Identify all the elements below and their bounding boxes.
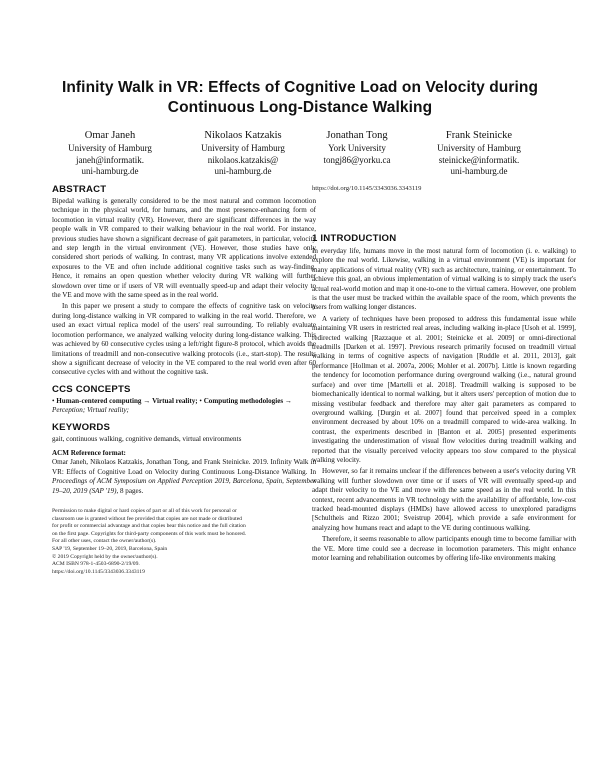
title-line-2: Continuous Long-Distance Walking bbox=[167, 99, 433, 116]
author-name: Jonathan Tong bbox=[326, 130, 388, 141]
abstract-paragraph-2: In this paper we present a study to compare the effects of cognitive task on velocity during long-distance walking in VR compared to walking in the real world. Therefore, we used an exact virtual replica model of the users' real surrounding. To reliably evaluate locomotion performance, we analyzed walking velocity during long-distance walking. This was achieved by 60 consecutive cycles using a left/right figure-8 protocol, which avoids the limitations of treadmill and non-consecutive walking protocols (i.e., start-stop). The results show a significant decrease of velocity in the VE compared to the real world even after 60 consecutive cycles with and without the cognitive task. bbox=[52, 302, 316, 377]
ccs-term-1: Virtual reality bbox=[152, 396, 196, 405]
author-email-domain: uni-hamburg.de bbox=[214, 166, 272, 176]
author-affiliation: University of Hamburg bbox=[68, 143, 152, 153]
ccs-term-2: Perception; Virtual reality; bbox=[52, 406, 129, 415]
ccs-arrow-2: → bbox=[284, 396, 292, 405]
doi-link-top[interactable]: https://doi.org/10.1145/3343036.3343119 bbox=[312, 185, 422, 192]
author-email[interactable]: tongj86@yorku.ca bbox=[323, 154, 391, 165]
acm-reference-authors: Omar Janeh, Nikolaos Katzakis, Jonathan Tong, and Frank Steinicke. 2019. Infinity Walk in VR: Effects of Cognitive Load on Velocity during Continuous Long-Distance Walking. In bbox=[52, 458, 316, 476]
author-block-4 bbox=[419, 129, 539, 178]
intro-paragraph-1: In everyday life, humans move in the most natural form of locomotion (i. e. walking) to explore the real world. Likewise, walking in a virtual environment (VE) is important for many applications of virtual reality (VR) such as architecture, training, or entertainment. To achieve this goal, an obvious implementation of virtual walking is to simply track the user's actual real-world motion and map it one-to-one to the virtual camera. However, one problem is that the user must be tracked within the available space of the room, which prevents the users from walking longer distances. bbox=[312, 247, 576, 312]
isbn-line: ACM ISBN 978-1-4503-6890-2/19/09. bbox=[52, 561, 140, 568]
conference-line: SAP '19, September 19–20, 2019, Barcelona, Spain bbox=[52, 545, 168, 552]
ccs-arrow-1: → bbox=[143, 396, 151, 405]
author-block-1 bbox=[50, 129, 170, 178]
author-name: Nikolaos Katzakis bbox=[204, 130, 282, 141]
permission-line: classroom use is granted without fee provided that copies are not made or distributed bbox=[52, 515, 242, 522]
acm-reference-text bbox=[52, 458, 316, 496]
ccs-concepts bbox=[52, 397, 316, 416]
paper-title bbox=[40, 78, 560, 118]
right-column bbox=[312, 184, 576, 563]
title-line-1: Infinity Walk in VR: Effects of Cognitive Load on Velocity during bbox=[61, 79, 539, 96]
acm-reference-pages: , 8 pages. bbox=[116, 486, 144, 495]
acm-reference-heading: ACM Reference format: bbox=[52, 448, 126, 457]
author-email[interactable]: janeh@informatik. bbox=[75, 154, 145, 165]
author-affiliation: York University bbox=[328, 143, 386, 153]
keywords-heading: KEYWORDS bbox=[52, 421, 111, 433]
permission-block bbox=[52, 508, 316, 576]
ccs-concept-1: Human-centered computing bbox=[56, 396, 142, 405]
author-email-domain: uni-hamburg.de bbox=[81, 166, 139, 176]
permission-line: For all other uses, contact the owner/author(s). bbox=[52, 538, 157, 545]
author-block-2 bbox=[183, 129, 303, 178]
author-affiliation: University of Hamburg bbox=[201, 143, 285, 153]
intro-paragraph-2: A variety of techniques have been proposed to address this fundamental issue while maintaining VR users in restricted real areas, including walking in-place [Usoh et al. 1999], redirected walking [Razzaque et al. 2001; Steinicke et al. 2009] or omni-directional treadmills [Darken et al. 1997]. Previous research primarily focused on treadmill virtual walking in terms of cognitive aspects of navigation [Ruddle et al. 2011, 2013], gait performance [Hollman et al. 2007a, 2006; Mohler et al. 2007b]. Little is known regarding the tendency for locomotion performance during overground walking (i.e., natural ground surface) and over time [Martelli et al. 2018]. Treadmill walking is supposed to be biomechanically identical to normal walking, but it alters users' perception of motion due to missing vestibular feedback and therefore may alter gait parameters as compared to overground walking. [Durgin et al. 2007] found that perceived speed in a complex environment decreased by about 10% on a treadmill compared to wide-area walking. In contrast, the experiments described in [Banton et al. 2005] presented experiments investigating the underestimation of visual flow velocities during treadmill walking and reported that the visually perceived velocity appears too slow compared to the physical walking velocity. bbox=[312, 314, 576, 464]
permission-line: on the first page. Copyrights for third-party components of this work must be honored. bbox=[52, 530, 247, 537]
ccs-heading: CCS CONCEPTS bbox=[52, 383, 131, 395]
author-block-3 bbox=[297, 129, 417, 166]
ccs-bullet-1: • bbox=[52, 396, 55, 405]
abstract-heading: ABSTRACT bbox=[52, 184, 107, 195]
ccs-separator: ; bbox=[195, 396, 198, 405]
doi-link[interactable]: https://doi.org/10.1145/3343036.3343119 bbox=[52, 568, 145, 575]
author-email[interactable]: steinicke@informatik. bbox=[438, 154, 520, 165]
copyright-line: © 2019 Copyright held by the owner/author(s). bbox=[52, 553, 158, 560]
author-email-domain: uni-hamburg.de bbox=[450, 166, 508, 176]
acm-reference-venue: Proceedings of ACM Symposium on Applied Perception 2019, Barcelona, Spain, September 19–20, 2019 (SAP '19) bbox=[52, 477, 316, 495]
author-email[interactable]: nikolaos.katzakis@ bbox=[207, 154, 279, 165]
author-name: Omar Janeh bbox=[84, 130, 136, 141]
permission-line: for profit or commercial advantage and that copies bear this notice and the full citation bbox=[52, 523, 246, 530]
intro-paragraph-4: Therefore, it seems reasonable to allow participants enough time to become familiar with the VE. More time could see a decrease in locomotion parameters. This might enhance motor learning and rehabilitation outcomes by offering life-like environments making bbox=[312, 535, 576, 562]
intro-paragraph-3: However, so far it remains unclear if the differences between a user's velocity during VR walking will further slowdown over time or if users of VR will eventually speed-up and adapt their velocity to the VE and move with the same speed as in the real world. In this context, recent advancements in VR technology with the availability of affordable, low-cost tracked head-mounted displays (HMDs) have allowed access to unexplored paradigms [Schultheis and Rizzo 2001; Sveistrup 2004], which provide a safe environment for analyzing how humans react and adapt to the VE during continuous walking. bbox=[312, 467, 576, 532]
keywords-text: gait, continuous walking, cognitive demands, virtual environments bbox=[52, 434, 242, 443]
ccs-concept-2: Computing methodologies bbox=[203, 396, 284, 405]
permission-line: Permission to make digital or hard copies of part or all of this work for personal or bbox=[52, 507, 237, 514]
introduction-heading: 1 INTRODUCTION bbox=[312, 233, 397, 244]
ccs-bullet-2: • bbox=[199, 396, 202, 405]
abstract-paragraph-1: Bipedal walking is generally considered to be the most natural and common locomotion technique in the physical world, for humans, and the most presence-enhancing form of locomotion in virtual reality (VR). However, there are significant differences in the way people walk in VR compared to their walking behaviour in the real world. For instance, previous studies have shown a significant decrease of gait parameters, in particular, velocity and step length in the virtual environment (VE). However, those studies have only considered short periods of walking. In contrast, many VR applications involve extended exposures to the VE and often include additional cognitive tasks such as way-finding. Hence, it remains an open question whether velocity during VR walking will further slowdown over time or if users of VR will eventually speed-up and adapt their velocity to the VE and move with the same speed as in the real world. bbox=[52, 197, 316, 300]
author-affiliation: University of Hamburg bbox=[437, 143, 521, 153]
left-column bbox=[52, 184, 316, 576]
author-name: Frank Steinicke bbox=[445, 130, 513, 141]
